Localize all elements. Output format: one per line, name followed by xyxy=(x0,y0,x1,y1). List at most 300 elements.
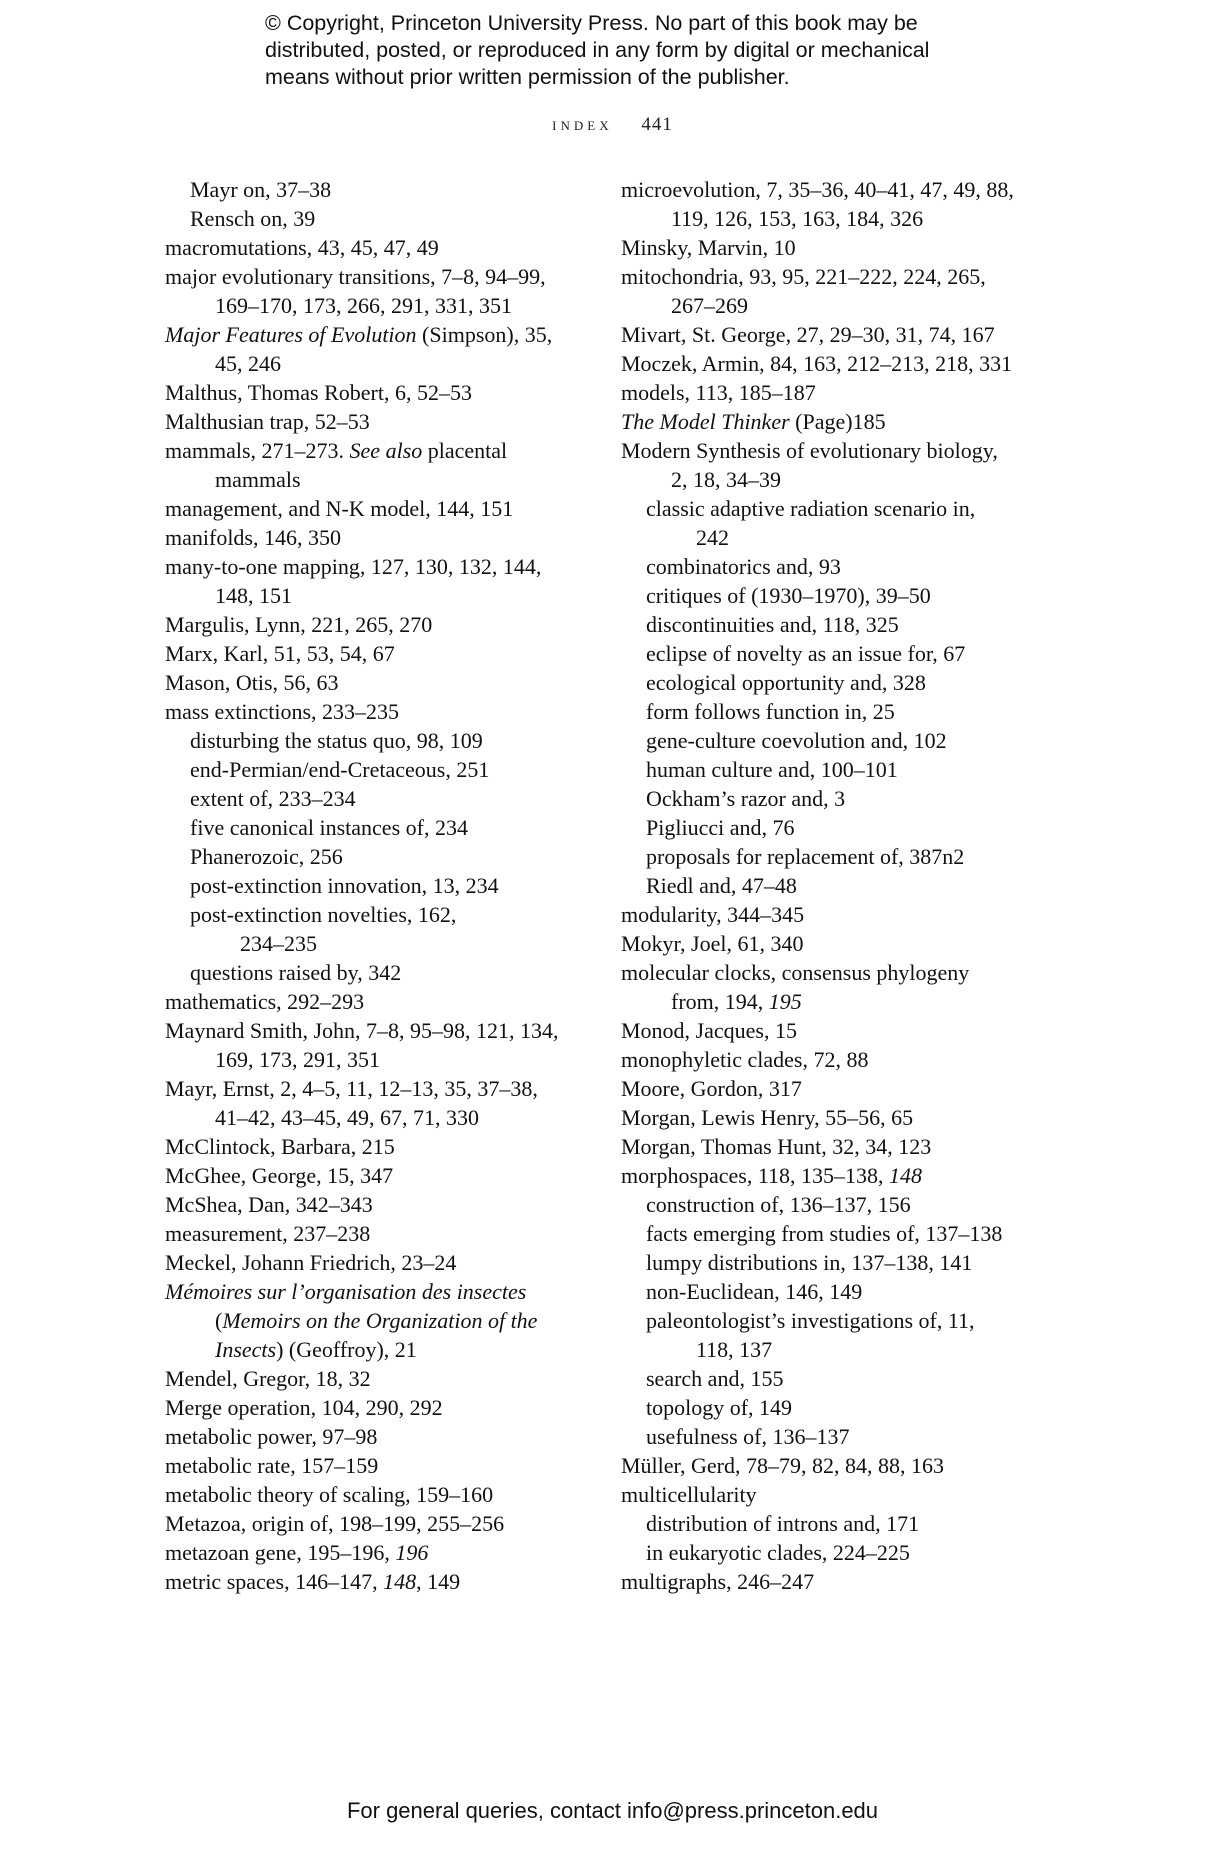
entry-line xyxy=(621,960,969,985)
entry-text: management, and N-K model, 144, 151 xyxy=(165,496,514,521)
entry-text: Mivart, St. George, 27, 29–30, 31, 74, 167 xyxy=(621,322,995,347)
entry-line xyxy=(165,554,541,579)
index-entry xyxy=(621,407,1041,436)
entry-line xyxy=(646,1221,1002,1246)
entry-text: from, 194, xyxy=(671,989,769,1014)
entry-line xyxy=(165,641,395,666)
entry-line xyxy=(215,1103,585,1132)
index-subentry xyxy=(621,668,1041,697)
index-entry xyxy=(165,1277,585,1364)
entry-text: mathematics, 292–293 xyxy=(165,989,365,1014)
italic-text: Major Features of Evolution xyxy=(165,322,417,347)
entry-line xyxy=(646,1424,849,1449)
entry-line xyxy=(696,1335,1041,1364)
index-entry xyxy=(165,639,585,668)
entry-line xyxy=(165,1511,504,1536)
entry-text: eclipse of novelty as an issue for, 67 xyxy=(646,641,966,666)
index-subentry xyxy=(621,1219,1041,1248)
entry-line xyxy=(165,1076,538,1101)
index-subentry xyxy=(621,1538,1041,1567)
entry-text: Mokyr, Joel, 61, 340 xyxy=(621,931,804,956)
entry-text: McClintock, Barbara, 215 xyxy=(165,1134,395,1159)
index-entry xyxy=(621,958,1041,1016)
entry-line xyxy=(190,206,315,231)
entry-text: , 149 xyxy=(416,1569,461,1594)
entry-line xyxy=(165,1221,370,1246)
index-entry xyxy=(165,1161,585,1190)
entry-line xyxy=(671,987,1041,1016)
running-head xyxy=(0,114,1225,136)
entry-line xyxy=(215,291,585,320)
index-subentry xyxy=(621,1190,1041,1219)
entry-text: measurement, 237–238 xyxy=(165,1221,371,1246)
entry-text: manifolds, 146, 350 xyxy=(165,525,341,550)
entry-text: Ockham’s razor and, 3 xyxy=(646,786,846,811)
entry-text: (Page)185 xyxy=(789,409,886,434)
index-entry xyxy=(165,1016,585,1074)
entry-text: 169–170, 173, 266, 291, 331, 351 xyxy=(215,293,512,318)
entry-text: Marx, Karl, 51, 53, 54, 67 xyxy=(165,641,395,666)
entry-line xyxy=(165,322,552,347)
index-entry xyxy=(621,1103,1041,1132)
entry-text: in eukaryotic clades, 224–225 xyxy=(646,1540,910,1565)
index-entry xyxy=(621,262,1041,320)
entry-line xyxy=(165,989,364,1014)
entry-text: facts emerging from studies of, 137–138 xyxy=(646,1221,1003,1246)
entry-line xyxy=(621,322,995,347)
entry-text: 2, 18, 34–39 xyxy=(671,467,781,492)
entry-line xyxy=(646,496,975,521)
entry-line xyxy=(621,438,998,463)
entry-text: ( xyxy=(215,1308,223,1333)
entry-line xyxy=(646,1366,783,1391)
index-entry xyxy=(621,378,1041,407)
entry-line xyxy=(165,1018,559,1043)
index-subentry xyxy=(621,697,1041,726)
italic-text: 148 xyxy=(889,1163,923,1188)
entry-text: Mason, Otis, 56, 63 xyxy=(165,670,339,695)
entry-line xyxy=(646,873,797,898)
entry-line xyxy=(621,931,803,956)
entry-text: major evolutionary transitions, 7–8, 94–99, xyxy=(165,264,546,289)
index-entry xyxy=(165,1248,585,1277)
entry-line xyxy=(165,235,439,260)
entry-text: Riedl and, 47–48 xyxy=(646,873,797,898)
entry-line xyxy=(621,235,796,260)
index-entry xyxy=(165,1364,585,1393)
entry-text: Moczek, Armin, 84, 163, 212–213, 218, 331 xyxy=(621,351,1013,376)
entry-line xyxy=(165,1134,395,1159)
entry-line xyxy=(646,583,931,608)
index-entry xyxy=(165,697,585,726)
entry-line xyxy=(646,815,794,840)
index-subentry xyxy=(165,175,585,204)
entry-line xyxy=(165,1250,456,1275)
entry-text: 41–42, 43–45, 49, 67, 71, 330 xyxy=(215,1105,479,1130)
entry-line xyxy=(621,1569,814,1594)
entry-line xyxy=(165,1569,460,1594)
entry-line xyxy=(165,699,399,724)
entry-text: Malthusian trap, 52–53 xyxy=(165,409,370,434)
entry-line xyxy=(165,1366,371,1391)
entry-line xyxy=(190,757,489,782)
entry-text: Metazoa, origin of, 198–199, 255–256 xyxy=(165,1511,505,1536)
entry-text: multicellularity xyxy=(621,1482,757,1507)
entry-text: lumpy distributions in, 137–138, 141 xyxy=(646,1250,973,1275)
entry-line xyxy=(646,1192,911,1217)
entry-line xyxy=(165,670,339,695)
index-entry xyxy=(165,1509,585,1538)
footer-contact: For general queries, contact info@press.princeton.edu xyxy=(346,1798,879,1823)
index-entry xyxy=(621,1074,1041,1103)
index-entry xyxy=(621,1451,1041,1480)
index-subentry xyxy=(165,958,585,987)
entry-line xyxy=(621,1047,868,1072)
entry-text: Rensch on, 39 xyxy=(190,206,316,231)
entry-line xyxy=(621,177,1014,202)
entry-text: post-extinction innovation, 13, 234 xyxy=(190,873,499,898)
entry-text: mass extinctions, 233–235 xyxy=(165,699,400,724)
entry-text: end-Permian/end-Cretaceous, 251 xyxy=(190,757,490,782)
entry-line xyxy=(646,1308,975,1333)
entry-text: 234–235 xyxy=(240,931,317,956)
entry-line xyxy=(165,1540,428,1565)
italic-text: See also xyxy=(349,438,423,463)
entry-text: models, 113, 185–187 xyxy=(621,380,816,405)
copyright-line-2: distributed, posted, or reproduced in any form by digital or mechanical xyxy=(265,38,930,62)
index-entry xyxy=(165,436,585,494)
index-subentry xyxy=(621,1277,1041,1306)
index-subentry xyxy=(621,813,1041,842)
entry-text: discontinuities and, 118, 325 xyxy=(646,612,899,637)
index-entry xyxy=(621,233,1041,262)
entry-line xyxy=(215,1306,585,1335)
entry-line xyxy=(646,699,895,724)
entry-text: metric spaces, 146–147, xyxy=(165,1569,384,1594)
entry-text: monophyletic clades, 72, 88 xyxy=(621,1047,869,1072)
index-entry xyxy=(621,175,1041,233)
entry-line xyxy=(671,204,1041,233)
index-entry xyxy=(621,1132,1041,1161)
entry-line xyxy=(671,291,1041,320)
index-subentry xyxy=(621,726,1041,755)
index-entry xyxy=(165,1132,585,1161)
entry-text: microevolution, 7, 35–36, 40–41, 47, 49, 88, xyxy=(621,177,1014,202)
entry-text: extent of, 233–234 xyxy=(190,786,356,811)
entry-line xyxy=(646,612,899,637)
entry-text: classic adaptive radiation scenario in, xyxy=(646,496,976,521)
entry-text: Morgan, Lewis Henry, 55–56, 65 xyxy=(621,1105,914,1130)
index-entry xyxy=(165,1538,585,1567)
entry-text: Monod, Jacques, 15 xyxy=(621,1018,797,1043)
entry-line xyxy=(621,1018,797,1043)
entry-text: Maynard Smith, John, 7–8, 95–98, 121, 134, xyxy=(165,1018,559,1043)
index-subentry xyxy=(621,755,1041,784)
entry-line xyxy=(215,465,585,494)
entry-text: Malthus, Thomas Robert, 6, 52–53 xyxy=(165,380,472,405)
entry-line xyxy=(646,1540,910,1565)
entry-text: placental xyxy=(422,438,508,463)
entry-line xyxy=(646,844,964,869)
entry-line xyxy=(621,902,804,927)
index-entry xyxy=(165,987,585,1016)
index-entry xyxy=(165,552,585,610)
entry-text: disturbing the status quo, 98, 109 xyxy=(190,728,483,753)
entry-text: 118, 137 xyxy=(696,1337,773,1362)
index-entry xyxy=(621,900,1041,929)
entry-line xyxy=(646,757,898,782)
index-subentry xyxy=(621,494,1041,552)
entry-text: five canonical instances of, 234 xyxy=(190,815,468,840)
entry-line xyxy=(165,1163,393,1188)
entry-line xyxy=(646,1250,972,1275)
entry-line xyxy=(240,929,585,958)
entry-line xyxy=(215,1045,585,1074)
entry-text: mitochondria, 93, 95, 221–222, 224, 265, xyxy=(621,264,986,289)
index-entry xyxy=(621,320,1041,349)
index-column-right xyxy=(621,175,1041,1596)
entry-text: paleontologist’s investigations of, 11, xyxy=(646,1308,975,1333)
index-subentry xyxy=(621,784,1041,813)
entry-text: macromutations, 43, 45, 47, 49 xyxy=(165,235,439,260)
entry-text: 45, 246 xyxy=(215,351,281,376)
entry-line xyxy=(646,670,926,695)
entry-text: Minsky, Marvin, 10 xyxy=(621,235,796,260)
entry-line xyxy=(190,786,356,811)
running-head-title: index xyxy=(552,114,613,135)
index-entry xyxy=(621,436,1041,494)
index-entry xyxy=(165,523,585,552)
index-entry xyxy=(621,1045,1041,1074)
copyright-notice xyxy=(265,10,1165,91)
entry-text: Morgan, Thomas Hunt, 32, 34, 123 xyxy=(621,1134,932,1159)
index-subentry xyxy=(165,784,585,813)
entry-line xyxy=(165,525,341,550)
entry-line xyxy=(646,728,947,753)
index-subentry xyxy=(621,842,1041,871)
entry-text: construction of, 136–137, 156 xyxy=(646,1192,911,1217)
index-subentry xyxy=(621,1306,1041,1364)
index-entry xyxy=(165,1480,585,1509)
italic-text: 196 xyxy=(395,1540,429,1565)
index-subentry xyxy=(621,1422,1041,1451)
page-number: 441 xyxy=(641,114,673,135)
entry-text: topology of, 149 xyxy=(646,1395,793,1420)
index-subentry xyxy=(165,755,585,784)
entry-text: Moore, Gordon, 317 xyxy=(621,1076,802,1101)
entry-line xyxy=(165,1279,526,1304)
entry-text: Müller, Gerd, 78–79, 82, 84, 88, 163 xyxy=(621,1453,944,1478)
index-column-left xyxy=(165,175,585,1596)
entry-line xyxy=(165,1424,377,1449)
index-subentry xyxy=(621,1509,1041,1538)
entry-line xyxy=(621,380,816,405)
entry-text: molecular clocks, consensus phylogeny xyxy=(621,960,970,985)
entry-line xyxy=(696,523,1041,552)
copyright-line-1: © Copyright, Princeton University Press. No part of this book may be xyxy=(265,11,918,35)
entry-text: Phanerozoic, 256 xyxy=(190,844,343,869)
index-entry xyxy=(165,320,585,378)
entry-text: McShea, Dan, 342–343 xyxy=(165,1192,373,1217)
entry-text: mammals, 271–273. xyxy=(165,438,350,463)
entry-line xyxy=(621,409,886,434)
entry-text: Pigliucci and, 76 xyxy=(646,815,795,840)
index-entry xyxy=(165,1422,585,1451)
entry-text: metabolic theory of scaling, 159–160 xyxy=(165,1482,494,1507)
entry-line xyxy=(646,554,841,579)
entry-text: multigraphs, 246–247 xyxy=(621,1569,815,1594)
index-entry xyxy=(621,929,1041,958)
entry-text: metabolic rate, 157–159 xyxy=(165,1453,379,1478)
entry-text: 267–269 xyxy=(671,293,748,318)
entry-line xyxy=(165,1482,493,1507)
entry-line xyxy=(165,438,507,463)
index-subentry xyxy=(165,813,585,842)
index-subentry xyxy=(621,1393,1041,1422)
italic-text: Memoirs on the Organization of the xyxy=(222,1308,538,1333)
entry-line xyxy=(671,465,1041,494)
entry-text: Mendel, Gregor, 18, 32 xyxy=(165,1366,371,1391)
entry-text: combinatorics and, 93 xyxy=(646,554,841,579)
index-subentry xyxy=(165,871,585,900)
index-subentry xyxy=(621,1364,1041,1393)
index-subentry xyxy=(621,639,1041,668)
entry-line xyxy=(165,409,370,434)
entry-text: Merge operation, 104, 290, 292 xyxy=(165,1395,443,1420)
index-subentry xyxy=(621,871,1041,900)
entry-text: Mayr on, 37–38 xyxy=(190,177,332,202)
entry-text: post-extinction novelties, 162, xyxy=(190,902,457,927)
entry-line xyxy=(646,1279,862,1304)
entry-line xyxy=(190,177,331,202)
entry-text: search and, 155 xyxy=(646,1366,784,1391)
italic-text: Mémoires sur l’organisation des insectes xyxy=(165,1279,527,1304)
entry-line xyxy=(621,1163,922,1188)
index-subentry xyxy=(165,726,585,755)
entry-text: 242 xyxy=(696,525,729,550)
entry-text: mammals xyxy=(215,467,301,492)
entry-text: 169, 173, 291, 351 xyxy=(215,1047,380,1072)
entry-line xyxy=(190,844,343,869)
entry-text: modularity, 344–345 xyxy=(621,902,805,927)
entry-line xyxy=(165,612,432,637)
entry-text: ecological opportunity and, 328 xyxy=(646,670,926,695)
index-entry xyxy=(165,494,585,523)
entry-line xyxy=(190,873,499,898)
index-entry xyxy=(165,1393,585,1422)
index-entry xyxy=(165,1451,585,1480)
index-subentry xyxy=(165,204,585,233)
index-subentry xyxy=(621,610,1041,639)
index-entry xyxy=(621,349,1041,378)
entry-text: metazoan gene, 195–196, xyxy=(165,1540,396,1565)
entry-text: gene-culture coevolution and, 102 xyxy=(646,728,947,753)
index-entry xyxy=(165,610,585,639)
entry-text: many-to-one mapping, 127, 130, 132, 144, xyxy=(165,554,542,579)
entry-line xyxy=(621,1482,757,1507)
entry-line xyxy=(646,786,845,811)
entry-line xyxy=(621,1134,931,1159)
entry-text: (Simpson), 35, xyxy=(416,322,553,347)
entry-text: non-Euclidean, 146, 149 xyxy=(646,1279,863,1304)
entry-line xyxy=(621,351,1012,376)
index-entry xyxy=(621,1161,1041,1190)
italic-text: 148 xyxy=(383,1569,417,1594)
entry-line xyxy=(621,1453,944,1478)
entry-text: usefulness of, 136–137 xyxy=(646,1424,850,1449)
entry-text: questions raised by, 342 xyxy=(190,960,402,985)
index-entry xyxy=(621,1567,1041,1596)
entry-line xyxy=(215,1335,585,1364)
index-entry xyxy=(165,1219,585,1248)
index-subentry xyxy=(621,581,1041,610)
index-subentry xyxy=(165,842,585,871)
entry-line xyxy=(165,1453,378,1478)
entry-text: 119, 126, 153, 163, 184, 326 xyxy=(671,206,924,231)
entry-line xyxy=(190,728,483,753)
index-entry xyxy=(165,1074,585,1132)
entry-text: Modern Synthesis of evolutionary biology, xyxy=(621,438,998,463)
index-entry xyxy=(165,262,585,320)
entry-line xyxy=(165,1395,443,1420)
index-entry xyxy=(621,1480,1041,1509)
entry-line xyxy=(165,264,546,289)
entry-line xyxy=(621,1105,913,1130)
italic-text: Insects xyxy=(215,1337,277,1362)
entry-line xyxy=(621,1076,802,1101)
entry-text: human culture and, 100–101 xyxy=(646,757,898,782)
entry-line xyxy=(215,581,585,610)
entry-text: morphospaces, 118, 135–138, xyxy=(621,1163,890,1188)
entry-line xyxy=(215,349,585,378)
index-entry xyxy=(165,378,585,407)
entry-line xyxy=(165,1192,373,1217)
entry-line xyxy=(190,815,468,840)
index-subentry xyxy=(621,1248,1041,1277)
index-entry xyxy=(165,1567,585,1596)
index-entry xyxy=(165,1190,585,1219)
entry-text: form follows function in, 25 xyxy=(646,699,895,724)
entry-text: McGhee, George, 15, 347 xyxy=(165,1163,394,1188)
italic-text: 195 xyxy=(768,989,802,1014)
entry-text: Meckel, Johann Friedrich, 23–24 xyxy=(165,1250,457,1275)
entry-line xyxy=(190,960,401,985)
entry-line xyxy=(646,1511,919,1536)
copyright-line-3: means without prior written permission of the publisher. xyxy=(265,65,790,89)
entry-text: metabolic power, 97–98 xyxy=(165,1424,378,1449)
index-subentry xyxy=(621,552,1041,581)
index-subentry xyxy=(165,900,585,958)
index-entry xyxy=(165,668,585,697)
entry-line xyxy=(646,1395,792,1420)
entry-line xyxy=(646,641,965,666)
entry-text: Mayr, Ernst, 2, 4–5, 11, 12–13, 35, 37–38, xyxy=(165,1076,538,1101)
index-entry xyxy=(165,233,585,262)
entry-text: Margulis, Lynn, 221, 265, 270 xyxy=(165,612,433,637)
entry-text: proposals for replacement of, 387n2 xyxy=(646,844,965,869)
index-entry xyxy=(621,1016,1041,1045)
entry-line xyxy=(621,264,986,289)
entry-line xyxy=(165,496,513,521)
entry-line xyxy=(190,902,456,927)
italic-text: The Model Thinker xyxy=(621,409,790,434)
entry-text: ) (Geoffroy), 21 xyxy=(276,1337,417,1362)
entry-text: critiques of (1930–1970), 39–50 xyxy=(646,583,931,608)
entry-text: 148, 151 xyxy=(215,583,292,608)
entry-text: distribution of introns and, 171 xyxy=(646,1511,920,1536)
index-entry xyxy=(165,407,585,436)
entry-line xyxy=(165,380,472,405)
